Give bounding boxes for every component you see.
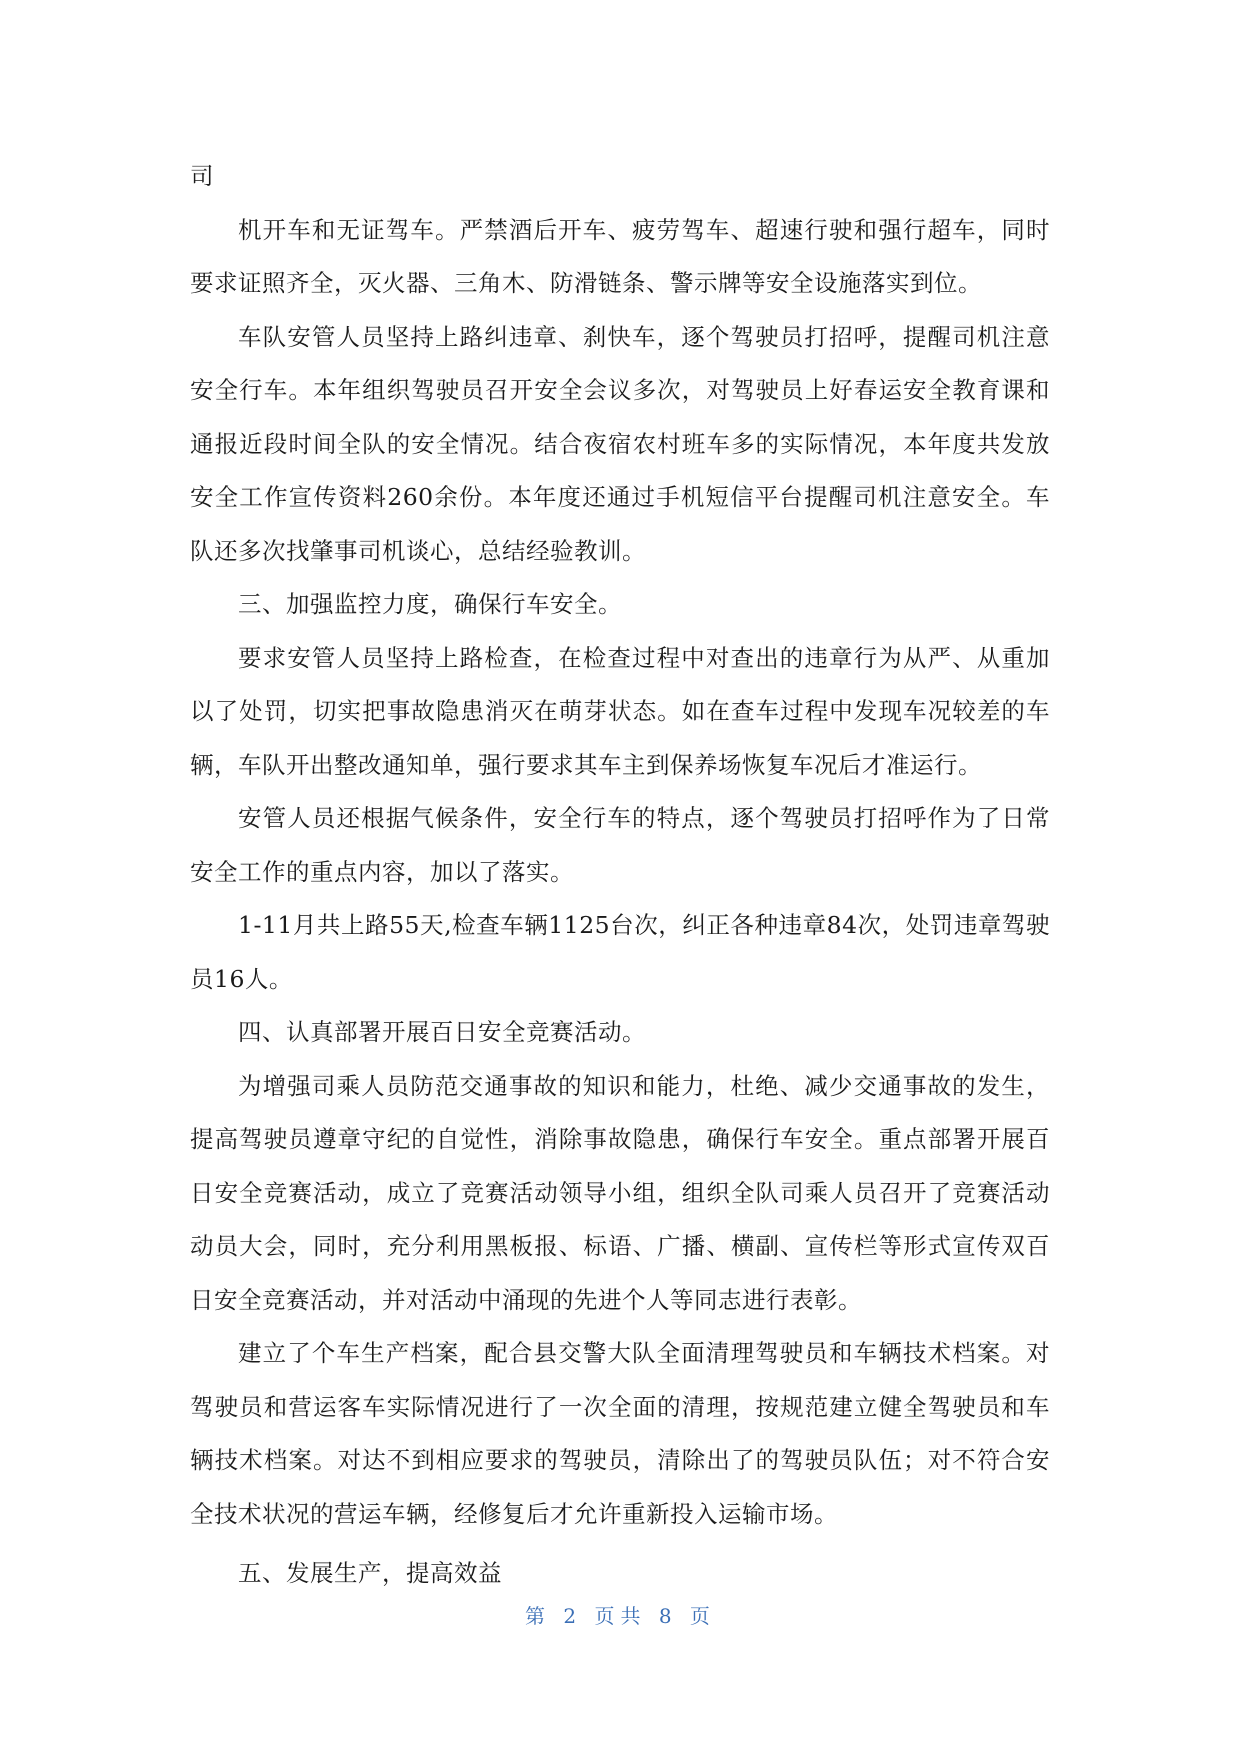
document-body — [190, 150, 1050, 1601]
paragraph-vehicle-archives: 建立了个车生产档案，配合县交警大队全面清理驾驶员和车辆技术档案。对驾驶员和营运客车实际情况进行了一次全面的清理，按规范建立健全驾驶员和车辆技术档案。对达不到相应要求的驾驶员，清除出了的驾驶员队伍；对不符合安全技术状况的营运车辆，经修复后才允许重新投入运输市场。 — [190, 1339, 1050, 1528]
paragraph-driving-rules: 机开车和无证驾车。严禁酒后开车、疲劳驾车、超速行驶和强行超车，同时要求证照齐全，灭火器、三角木、防滑链条、警示牌等安全设施落实到位。 — [190, 215, 1050, 297]
paragraph-safety-management: 车队安管人员坚持上路纠违章、刹快车，逐个驾驶员打招呼，提醒司机注意安全行车。本年组织驾驶员召开安全会议多次，对驾驶员上好春运安全教育课和通报近段时间全队的安全情况。结合夜宿农村班车多的实际情况，本年度共发放安全工作宣传资料260余份。本年度还通过手机短信平台提醒司机注意安全。车队还多次找肇事司机谈心，总结经验教训。 — [190, 322, 1050, 565]
paragraph-inspection-stats: 1-11月共上路55天,检查车辆1125台次，纠正各种违章84次，处罚违章驾驶员16人。 — [190, 911, 1050, 993]
page-number-footer: 第 2 页共 8 页 — [525, 1604, 716, 1628]
paragraph-weather-reminders: 安管人员还根据气候条件，安全行车的特点，逐个驾驶员打招呼作为了日常安全工作的重点内容，加以了落实。 — [190, 804, 1050, 886]
paragraph-continuation: 司 — [190, 162, 214, 190]
section-heading-4: 四、认真部署开展百日安全竞赛活动。 — [238, 1018, 646, 1046]
paragraph-road-inspection: 要求安管人员坚持上路检查，在检查过程中对查出的违章行为从严、从重加以了处罚，切实把事故隐患消灭在萌芽状态。如在查车过程中发现车况较差的车辆，车队开出整改通知单，强行要求其车主到保养场恢复车况后才准运行。 — [190, 643, 1050, 779]
section-heading-3: 三、加强监控力度，确保行车安全。 — [238, 590, 622, 618]
paragraph-safety-contest: 为增强司乘人员防范交通事故的知识和能力，杜绝、减少交通事故的发生，提高驾驶员遵章守纪的自觉性，消除事故隐患，确保行车安全。重点部署开展百日安全竞赛活动，成立了竞赛活动领导小组，组织全队司乘人员召开了竞赛活动动员大会，同时，充分利用黑板报、标语、广播、横副、宣传栏等形式宣传双百日安全竞赛活动，并对活动中涌现的先进个人等同志进行表彰。 — [190, 1071, 1050, 1314]
section-heading-5: 五、发展生产，提高效益 — [238, 1559, 502, 1587]
